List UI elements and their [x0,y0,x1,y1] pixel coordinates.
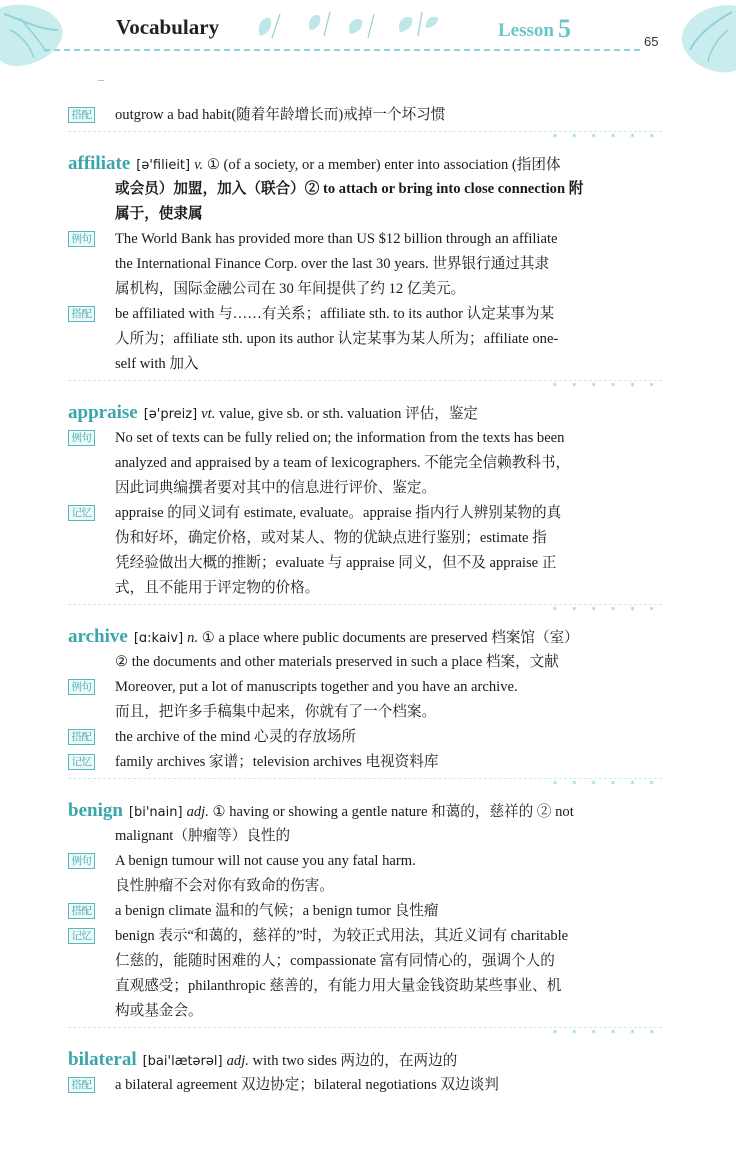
memory-line [68,501,662,526]
memory-text: 构或基金会。 [115,1003,203,1019]
definition-line: ② the documents and other materials preserved in such a place 档案，文献 [115,654,559,670]
collocation-text: a bilateral agreement 双边协定；bilateral negotiations 双边谈判 [115,1077,499,1093]
example-text: 因此词典编撰者要对其中的信息进行评价、鉴定。 [115,480,437,496]
entry-bilateral [68,1046,662,1073]
memory-line [68,924,662,949]
page-header [0,0,736,90]
collocation-line [68,302,662,327]
header-divider [44,49,640,51]
leaf-decoration-icon [664,0,736,80]
headword: archive [68,626,128,647]
example-text: 而且，把许多手稿集中起来，你就有了一个档案。 [115,704,437,720]
example-tag: 例句 [68,430,95,446]
collocation-tag: 搭配 [68,729,95,745]
example-text: 良性肿瘤不会对你有致命的伤害。 [115,878,334,894]
example-text: No set of texts can be fully relied on; the information from the texts has been [115,430,565,446]
entry-separator [68,1024,662,1046]
memory-text: appraise 的同义词有 estimate, evaluate。appraise 指内行人辨别某物的真 [115,505,562,521]
memory-line [68,750,662,775]
collocation-text: a benign climate 温和的气候；a benign tumor 良性瘤 [115,903,439,919]
flower-decoration-icon [250,8,450,42]
part-of-speech: n. [187,630,199,646]
collocation-line [68,899,662,924]
memory-text: 直观感受；philanthropic 慈善的，有能力用大量金钱资助某些事业、机 [115,978,562,994]
entry-separator [68,775,662,797]
collocation-text: be affiliated with 与……有关系；affiliate sth. to its author 认定某事为某 [115,306,555,322]
collocation-line [68,1073,662,1098]
example-line [68,675,662,700]
example-text: the International Finance Corp. over the last 30 years. 世界银行通过其隶 [115,256,550,272]
memory-tag: 记忆 [68,505,95,521]
phonetic: [ɑ:kaiv] [133,631,184,646]
entry-benign [68,797,662,824]
definition-line: ① a place where public documents are preserved 档案馆（室） [201,630,579,646]
example-line [68,426,662,451]
header-title: Vocabulary [116,15,220,39]
memory-text: family archives 家谱；television archives 电视资料库 [115,754,439,770]
collocation-tag: 搭配 [68,1077,95,1093]
entry-separator [68,601,662,623]
phonetic: [bai'lætərəl] [142,1054,223,1069]
headword: appraise [68,402,138,423]
collocation-tag: 搭配 [68,903,95,919]
example-tag: 例句 [68,853,95,869]
vocabulary-content [68,103,662,1098]
lesson-label: Lesson [498,20,554,41]
collocation-line [68,103,662,128]
headword: affiliate [68,153,131,174]
phonetic: [ə'preiz] [143,407,198,422]
headword: bilateral [68,1049,137,1070]
part-of-speech: v. [194,157,204,173]
entry-archive [68,623,662,650]
definition-line: with two sides 两边的，在两边的 [252,1053,458,1069]
collocation-text: outgrow a bad habit(随着年龄增长而)戒掉一个坏习惯 [115,107,446,123]
entry-separator [68,128,662,150]
memory-text: 伪和好坏，确定价格，或对某人、物的优缺点进行鉴别；estimate 指 [115,530,547,546]
example-tag: 例句 [68,231,95,247]
separator-stars: * * * * * * [552,780,660,790]
entry-appraise [68,399,662,426]
definition-line: 或会员）加盟，加入（联合）② to attach or bring into close connection 附 [115,181,584,197]
example-text: analyzed and appraised by a team of lexicographers. 不能完全信赖教科书， [115,455,571,471]
separator-stars: * * * * * * [552,1029,660,1039]
memory-tag: 记忆 [68,928,95,944]
example-text: A benign tumour will not cause you any fatal harm. [115,853,416,869]
separator-stars: * * * * * * [552,133,660,143]
collocation-text: 人所为；affiliate sth. upon its author 认定某事为某人所为；affiliate one- [115,331,559,347]
leaf-decoration-icon [0,0,80,80]
memory-text: 式，且不能用于评定物的价格。 [115,580,320,596]
collocation-text: self with 加入 [115,356,199,372]
example-line [68,849,662,874]
memory-text: benign 表示“和蔼的，慈祥的”时，为较正式用法，其近义词有 charitable [115,928,569,944]
example-text: Moreover, put a lot of manuscripts together and you have an archive. [115,679,518,695]
example-tag: 例句 [68,679,95,695]
phonetic: [bi'nain] [128,805,183,820]
entry-affiliate [68,150,662,177]
definition-line: ① (of a society, or a member) enter into association (指团体 [206,157,561,173]
header-lesson [498,14,571,44]
entry-separator [68,377,662,399]
headword: benign [68,800,123,821]
example-text: 属机构，国际金融公司在 30 年间提供了约 12 亿美元。 [115,281,466,297]
memory-text: 凭经验做出大概的推断；evaluate 与 appraise 同义，但不及 appraise 正 [115,555,557,571]
lesson-number: 5 [557,14,571,43]
memory-text: 仁慈的，能随时困难的人；compassionate 富有同情心的，强调个人的 [115,953,555,969]
separator-stars: * * * * * * [552,382,660,392]
collocation-tag: 搭配 [68,306,95,322]
memory-tag: 记忆 [68,754,95,770]
part-of-speech: vt. [201,406,216,422]
page-number: 65 [644,34,659,49]
part-of-speech: adj. [186,804,209,820]
definition-line: malignant（肿瘤等）良性的 [115,828,291,844]
separator-stars: * * * * * * [552,606,660,616]
part-of-speech: adj. [226,1053,249,1069]
example-text: The World Bank has provided more than US $12 billion through an affiliate [115,231,558,247]
example-line [68,227,662,252]
collocation-line [68,725,662,750]
collocation-tag: 搭配 [68,107,95,123]
definition-line: value, give sb. or sth. valuation 评估，鉴定 [219,406,479,422]
collocation-text: the archive of the mind 心灵的存放场所 [115,729,357,745]
definition-line: ① having or showing a gentle nature 和蔼的，慈祥的 ② not [212,804,574,820]
print-mark [98,80,104,81]
phonetic: [ə'filieit] [136,158,191,173]
definition-line: 属于，使隶属 [115,206,203,222]
